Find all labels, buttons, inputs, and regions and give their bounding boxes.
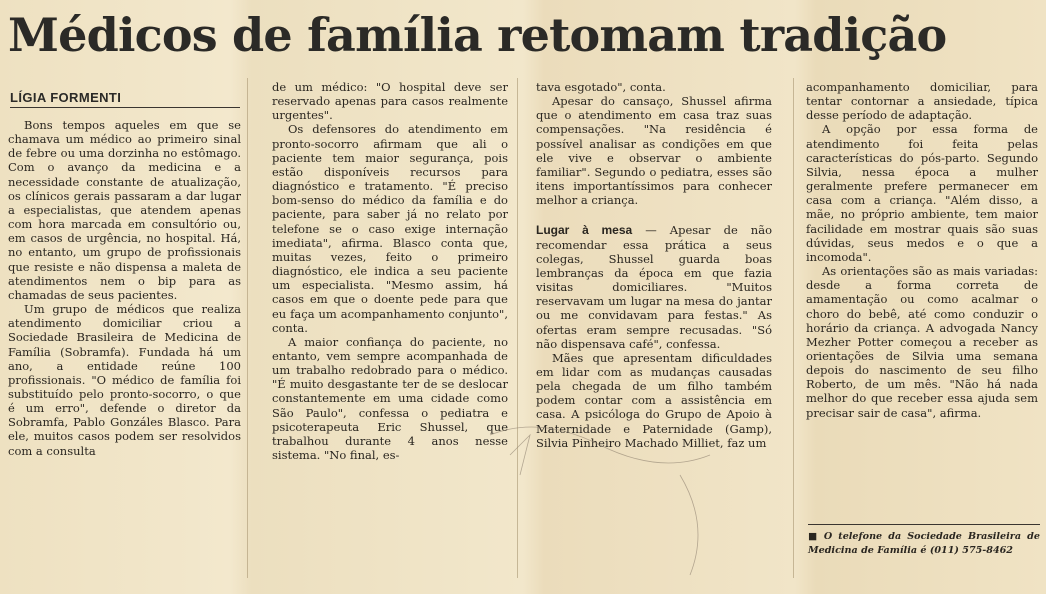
paragraph: Apesar do cansaço, Shussel afirma que o atendimento em casa traz suas compensações. "Na residência é possível analisar as condições em que ele vive e observar o ambiente familiar". Segundo o pediatra, esses são itens importantíssimos para conhecer melhor a criança. [536, 94, 772, 208]
paragraph: A maior confiança do paciente, no entanto, vem sempre acompanhada de um trabalho redobrado para o médico. "É muito desgastante ter de se deslocar constantemente em uma cidade como São Paulo", confessa o pediatra e psicoterapeuta Eric Shussel, que trabalhou durante 4 anos nesse sistema. "No final, es- [272, 334, 508, 463]
article-column-4 [806, 80, 1038, 520]
paragraph: Os defensores do atendimento em pronto-socorro afirmam que ali o paciente tem maior segurança, pois estão disponíveis recursos para diagnóstico e tratamento. "É preciso bom-senso do médico da família e do paciente, para saber já no relato por telefone se o caso exige internação imediata", afirma. Blasco conta que, muitas vezes, feito o primeiro diagnóstico, ele indica a seu paciente um especialista. "Mesmo assim, há casos em que o doente pede para que eu faça um acompanhamento conjunto", conta. [272, 122, 508, 335]
column-divider [793, 78, 794, 578]
paragraph: de um médico: "O hospital deve ser reservado apenas para casos realmente urgentes". [272, 80, 508, 123]
column-divider [517, 78, 518, 578]
footnote-text: O telefone da Sociedade Brasileira de Medicina de Família é (011) 575-8462 [808, 531, 1040, 556]
paragraph: Apesar de não recomendar essa prática a seus colegas, Shussel guarda boas lembranças da época em que fazia visitas domiciliares. "Muitos reservavam um lugar na mesa do jantar ou me convidavam para festas." As ofertas eram sempre recusadas. "Só não dispensava café", confessa. [536, 223, 772, 351]
bullet-icon: ■ [808, 531, 820, 542]
paragraph: A opção por essa forma de atendimento foi feita pelas características do pós-parto. Segundo Silvia, nessa época a mulher geralmente prefere permanecer em casa com a criança. "Além disso, a mãe, no próprio ambiente, tem maior facilidade em mostrar quais são suas dúvidas, seus medos e o que a incomoda". [806, 122, 1038, 264]
paragraph: tava esgotado", conta. [536, 80, 666, 94]
article-column-3 [536, 80, 772, 580]
subhead-paragraph: Lugar à mesa — Apesar de não recomendar essa prática a seus colegas, Shussel guarda boas lembranças da época em que fazia visitas domiciliares. "Muitos reservavam um lugar na mesa do jantar ou me convidavam para festas." As ofertas eram sempre recusadas. "Só não dispensava café", confessa. [536, 223, 772, 351]
article-column-2 [272, 80, 508, 580]
headline: Médicos de família retomam tradição [8, 8, 947, 62]
paragraph: Um grupo de médicos que realiza atendimento domiciliar criou a Sociedade Brasileira de Medicina de Família (Sobramfa). Fundada há um ano, a entidade reúne 100 profissionais. "O médico de família foi substituído pelo pronto-socorro, o que é um erro", defende o diretor da Sobramfa, Pablo Gonzáles Blasco. Para ele, muitos casos podem ser resolvidos com a consulta [8, 302, 241, 458]
footnote-rule [808, 524, 1040, 525]
paragraph: Mães que apresentam dificuldades em lidar com as mudanças causadas pela chegada de um filho também podem contar com a assistência em casa. A psicóloga do Grupo de Apoio à Maternidade e Paternidade (Gamp), Silvia Pinheiro Machado Milliet, faz um [536, 350, 772, 450]
subhead: Lugar à mesa [536, 223, 633, 238]
footnote [808, 530, 1040, 558]
byline: LÍGIA FORMENTI [10, 90, 240, 108]
article-column-1 [8, 118, 241, 586]
paragraph: As orientações são as mais variadas: desde a forma correta de amamentação ou como acalmar o choro do bebê, até como conduzir o horário da criança. A advogada Nancy Mezher Potter começou a receber as orientações de Silvia uma semana depois do nascimento de seu filho Roberto, de um mês. "Não há nada melhor do que receber essa ajuda sem precisar sair de casa", afirma. [806, 264, 1038, 420]
column-divider [247, 78, 248, 578]
paragraph: acompanhamento domiciliar, para tentar contornar a ansiedade, típica desse período de adaptação. [806, 80, 1038, 123]
paragraph: Bons tempos aqueles em que se chamava um médico ao primeiro sinal de febre ou uma dorzinha no estômago. Com o avanço da medicina e a necessidade constante de atualização, os clínicos gerais passaram a dar lugar a especialistas, que atendem apenas com hora marcada em consultório ou, em casos de urgência, no hospital. Há, no entanto, um grupo de profissionais que resiste e não dispensa a maleta de atendimentos nem o bip para as chamadas de seus pacientes. [8, 118, 241, 302]
